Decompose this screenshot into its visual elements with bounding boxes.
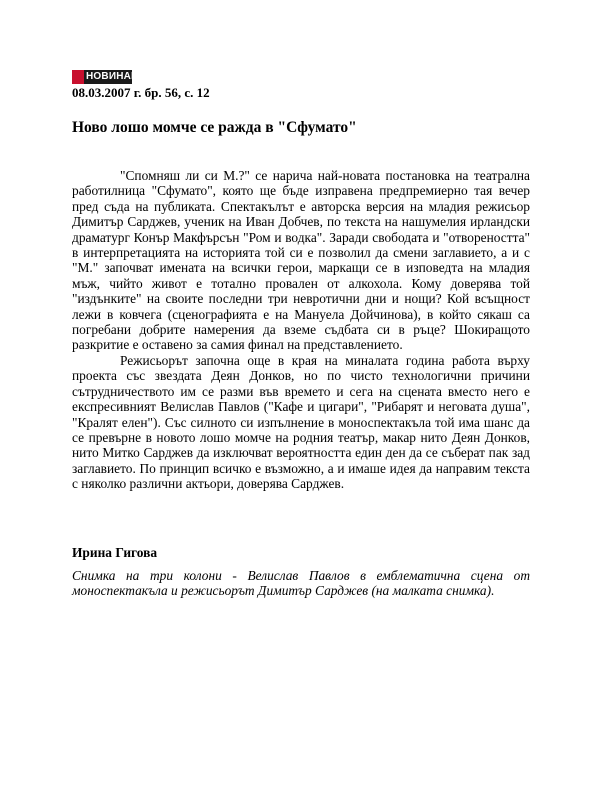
article-paragraph-1: "Спомняш ли си М.?" се нарича най-новата постановка на театрална работилница "Сфумато", която ще бъде изправена предпремиерно тая вечер пред съда на публиката. Спектакълът е авторска версия на младия режисьор Димитър Сарджев, ученик на Иван Добчев, по текста на нашумелия ирландски драматург Конър Макфърсън "Ром и водка". Заради свободата и "отвореността" в интерпретацията на историята той си е позволил да смени заглавието, а и с "М." започват имената на всички герои, маркащи се в изповедта на младия мъж, чийто живот е тотално провален от алкохола. Кому доверява той "издънките" на своите последни три невротични дни и нощи? Кой всъщност лежи в ковчега (сценографията е на Мануела Дойчинова), в който сякаш са погребани добрите намерения да вземе съдбата си в ръце? Шокиращото разкритие е оставено за самия финал на представлението. (72, 168, 530, 353)
article-paragraph-2: Режисьорът започна още в края на миналата година работа върху проекта със звездата Деян Донков, но по чисто технологични причини сътрудничеството им се разми във времето и сега на сцената вместо него е експресивният Велислав Павлов ("Кафе и цигари", "Рибарят и неговата душа", "Кралят елен"). Със силното си изпълнение в моноспектакъла той има шанс да се превърне в новото лошо момче на родния театър, макар нито Деян Донков, нито Митко Сарджев да изключват вероятността един ден да се съберат пак зад заглавието. По принцип всичко е възможно, а и имаше идея да направим текста с няколко различни актьори, доверява Сарджев. (72, 352, 530, 492)
issue-line: 08.03.2007 г. бр. 56, с. 12 (72, 85, 210, 100)
newspaper-logo (72, 70, 138, 84)
logo-mark-icon (72, 70, 84, 84)
article-title: Ново лошо момче се ражда в "Сфумато" (72, 119, 357, 136)
photo-caption: Снимка на три колони - Велислав Павлов в емблематична сцена от моноспектакъла и режисьорът Димитър Сарджев (на малката снимка). (72, 568, 530, 599)
logo-text: НОВИНАР (86, 71, 138, 82)
author-name: Ирина Гигова (72, 545, 158, 560)
article-body (72, 168, 530, 492)
